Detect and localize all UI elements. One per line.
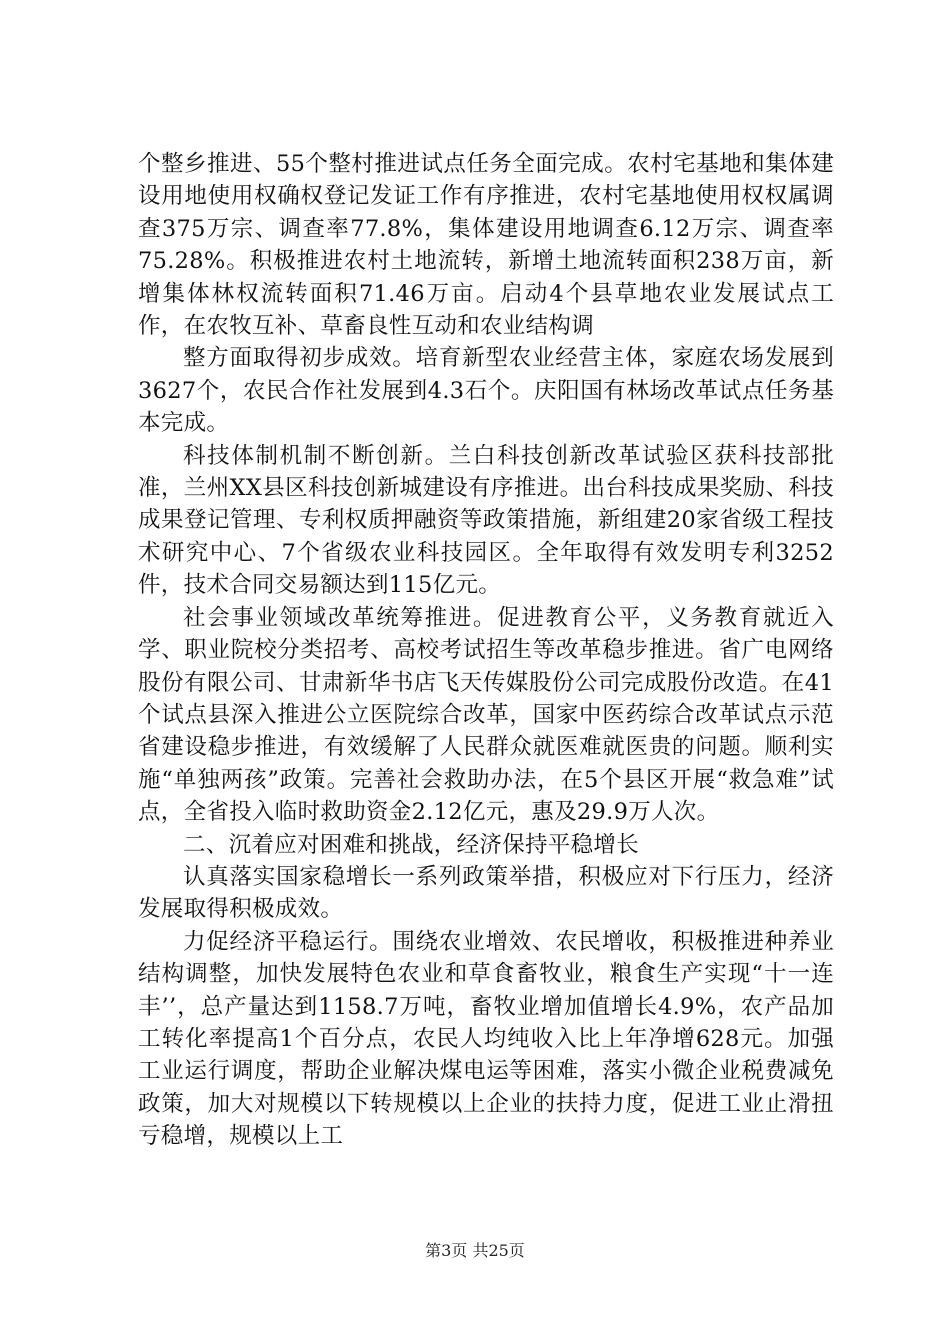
paragraph-4: 社会事业领域改革统筹推进。促进教育公平，义务教育就近入学、职业院校分类招考、高校考试招生等改革稳步推进。省广电网络股份有限公司、甘肃新华书店飞天传媒股份公司完成股份改造。在41个试点县深入推进公立医院综合改革，国家中医药综合改革试点示范省建设稳步推进，有效缓解了人民群众就医难就医贵的问题。顺利实施“单独两孩”政策。完善社会救助办法，在5个县区开展“救急难”试点，全省投入临时救助资金2.12亿元，惠及29.9万人次。 xyxy=(138,604,834,826)
section-heading: 二、沉着应对困难和挑战，经济保持平稳增长 xyxy=(183,831,640,858)
document-body xyxy=(138,148,834,1153)
paragraph-2: 整方面取得初步成效。培育新型农业经营主体，家庭农场发展到3627个，农民合作社发展到4.3石个。庆阳国有林场改革试点任务基本完成。 xyxy=(138,345,834,437)
paragraph-6: 力促经济平稳运行。围绕农业增效、农民增收，积极推进种养业结构调整，加快发展特色农业和草食畜牧业，粮食生产实现“十一连丰’’，总产量达到1158.7万吨，畜牧业增加值增长4.9%，农产品加工转化率提高1个百分点，农民人均纯收入比上年净增628元。加强工业运行调度，帮助企业解决煤电运等困难，落实小微企业税费减免政策，加大对规模以下转规模以上企业的扶持力度，促进工业止滑扭亏稳增，规模以上工 xyxy=(138,928,834,1150)
paragraph-1: 个整乡推进、55个整村推进试点任务全面完成。农村宅基地和集体建设用地使用权确权登记发证工作有序推进，农村宅基地使用权权属调查375万宗、调查率77.8%，集体建设用地调查6.12万宗、调查率75.28%。积极推进农村土地流转，新增土地流转面积238万亩，新增集体林权流转面积71.46万亩。启动4个县草地农业发展试点工作，在农牧互补、草畜良性互动和农业结构调 xyxy=(138,151,834,340)
paragraph-5: 认真落实国家稳增长一系列政策举措，积极应对下行压力，经济发展取得积极成效。 xyxy=(138,863,834,923)
paragraph-3: 科技体制机制不断创新。兰白科技创新改革试验区获科技部批准，兰州XX县区科技创新城建设有序推进。出台科技成果奖励、科技成果登记管理、专利权质押融资等政策措施，新组建20家省级工程技术研究中心、7个省级农业科技园区。全年取得有效发明专利3252件，技术合同交易额达到115亿元。 xyxy=(138,442,834,599)
page-footer: 第3页 共25页 xyxy=(425,1241,525,1260)
